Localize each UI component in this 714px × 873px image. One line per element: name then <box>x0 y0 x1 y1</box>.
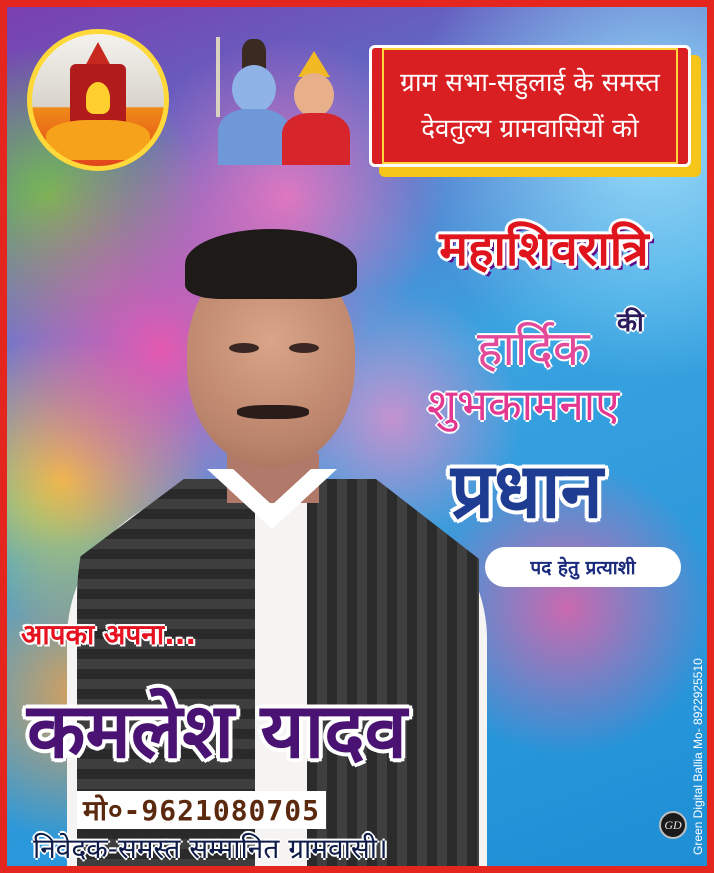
candidate-intro: आपका अपना... <box>21 618 197 651</box>
greeting-inner-frame <box>382 48 678 164</box>
designer-credit-text: Green Digital Ballia Mo- 8922925510 <box>691 658 705 855</box>
shiva-body <box>218 109 290 165</box>
designer-credit <box>689 607 707 857</box>
post-subtitle-badge: पद हेतु प्रत्याशी <box>485 547 681 587</box>
candidate-eye-right <box>289 343 319 353</box>
candidate-mustache <box>237 405 309 419</box>
greeting-box <box>369 45 691 167</box>
festival-hardik: हार्दिक <box>477 321 590 377</box>
post-title: प्रधान <box>451 446 603 535</box>
footer-requester: निवेदक-समस्त सम्मानित ग्रामवासी। <box>33 832 388 865</box>
candidate-mobile: मो०-9621080705 <box>77 791 326 829</box>
shiva-head <box>232 65 276 113</box>
candidate-eye-left <box>229 343 259 353</box>
festival-wishes: शुभकामनाए <box>427 380 620 431</box>
parvati-head <box>294 73 334 117</box>
deity-idol <box>86 82 110 114</box>
parvati-body <box>282 113 350 165</box>
festival-ki: की <box>617 308 644 338</box>
trident-icon <box>216 37 220 117</box>
candidate-hair <box>185 229 357 299</box>
greeting-line-1: ग्राम सभा-सहुलाई के समस्त <box>400 68 660 98</box>
festival-title: महाशिवरात्रि <box>439 221 649 277</box>
shiva-parvati-image <box>212 35 362 163</box>
temple-drape <box>46 120 150 160</box>
greeting-line-2: देवतुल्य ग्रामवासियों को <box>421 114 639 144</box>
candidate-name: कमलेश यादव <box>27 686 407 775</box>
temple-image <box>27 29 169 171</box>
designer-logo-icon: GD <box>659 811 687 839</box>
